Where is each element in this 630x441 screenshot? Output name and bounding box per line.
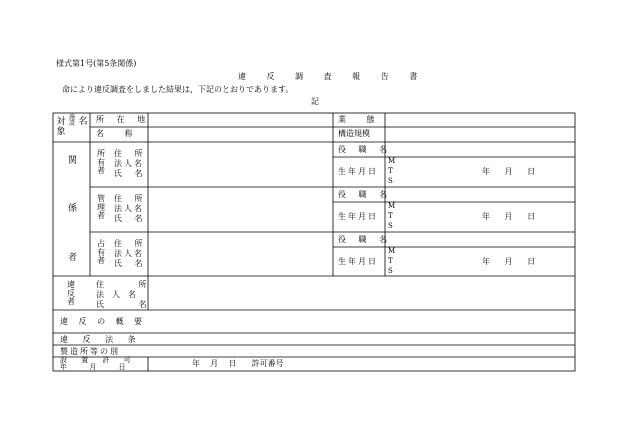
form-number: 様式第1号(第5条関係) [56, 59, 137, 68]
owner-birth-label: 生年月日 [338, 167, 378, 176]
violator-corp-label: 法人名 [96, 290, 144, 299]
owner-era-s: S [388, 177, 393, 185]
manager-birth-label: 生年月日 [338, 212, 378, 221]
owner-name-label: 氏 名 [114, 169, 148, 178]
business-label: 業 態 [338, 115, 384, 124]
facility-side-name: 名 [78, 117, 88, 127]
category-label: 製造所等の別 [60, 347, 120, 356]
address-label: 所 在 地 [96, 115, 151, 124]
permit-value: 年 月 日 許可番号 [192, 359, 284, 368]
structure-label: 構造規模 [338, 129, 370, 138]
owner-label: 所有者 [97, 149, 105, 176]
parties-side-char-3: 者 [68, 253, 78, 263]
manager-ymd: 年 月 日 [482, 212, 542, 221]
manager-name-label: 氏 名 [114, 214, 148, 223]
owner-role-label: 役 職 名 [338, 145, 393, 154]
form-title: 違 反 調 査 報 告 書 [238, 72, 427, 81]
owner-ymd: 年 月 日 [482, 167, 542, 176]
manager-corp-label: 法人名 [114, 204, 144, 213]
violator-label: 違反者 [67, 280, 75, 307]
owner-era-t: T [388, 167, 393, 175]
occupant-addr-label: 住 所 [114, 239, 148, 248]
occupant-era-m: M [388, 247, 396, 255]
occupant-era-t: T [388, 257, 393, 265]
occupant-corp-label: 法人名 [114, 249, 144, 258]
manager-era-m: M [388, 202, 396, 210]
overview-label: 違 反 の 概 要 [60, 317, 147, 326]
manager-addr-label: 住 所 [114, 194, 148, 203]
occupant-ymd: 年 月 日 [482, 257, 542, 266]
parties-side-char-1: 関 [68, 156, 78, 166]
occupant-birth-label: 生年月日 [338, 257, 378, 266]
facility-side-inner: 施設 [68, 114, 75, 128]
intro-text: 命により違反調査をしました結果は，下記のとおりであります。 [62, 85, 294, 94]
owner-corp-label: 法人名 [114, 159, 144, 168]
ki-label: 記 [311, 97, 319, 106]
occupant-role-label: 役 職 名 [338, 235, 393, 244]
facility-side-outer: 対象 [56, 117, 66, 137]
violator-addr-label: 住 所 [96, 280, 163, 289]
violator-name-label: 氏 名 [96, 300, 163, 309]
occupant-era-s: S [388, 267, 393, 275]
owner-era-m: M [388, 157, 396, 165]
occupant-name-label: 氏 名 [114, 259, 148, 268]
manager-label: 管理者 [97, 194, 105, 221]
owner-addr-label: 住 所 [114, 149, 148, 158]
permit-label-1: 設 置 許 可 [60, 356, 137, 364]
name-label: 名 称 [96, 129, 142, 138]
parties-side-char-2: 係 [68, 204, 78, 214]
occupant-label: 占有者 [97, 239, 105, 266]
law-label: 違 反 法 条 [60, 335, 142, 344]
permit-label-2: 年 月 日 [60, 363, 136, 371]
manager-era-t: T [388, 212, 393, 220]
manager-era-s: S [388, 222, 393, 230]
manager-role-label: 役 職 名 [338, 190, 393, 199]
